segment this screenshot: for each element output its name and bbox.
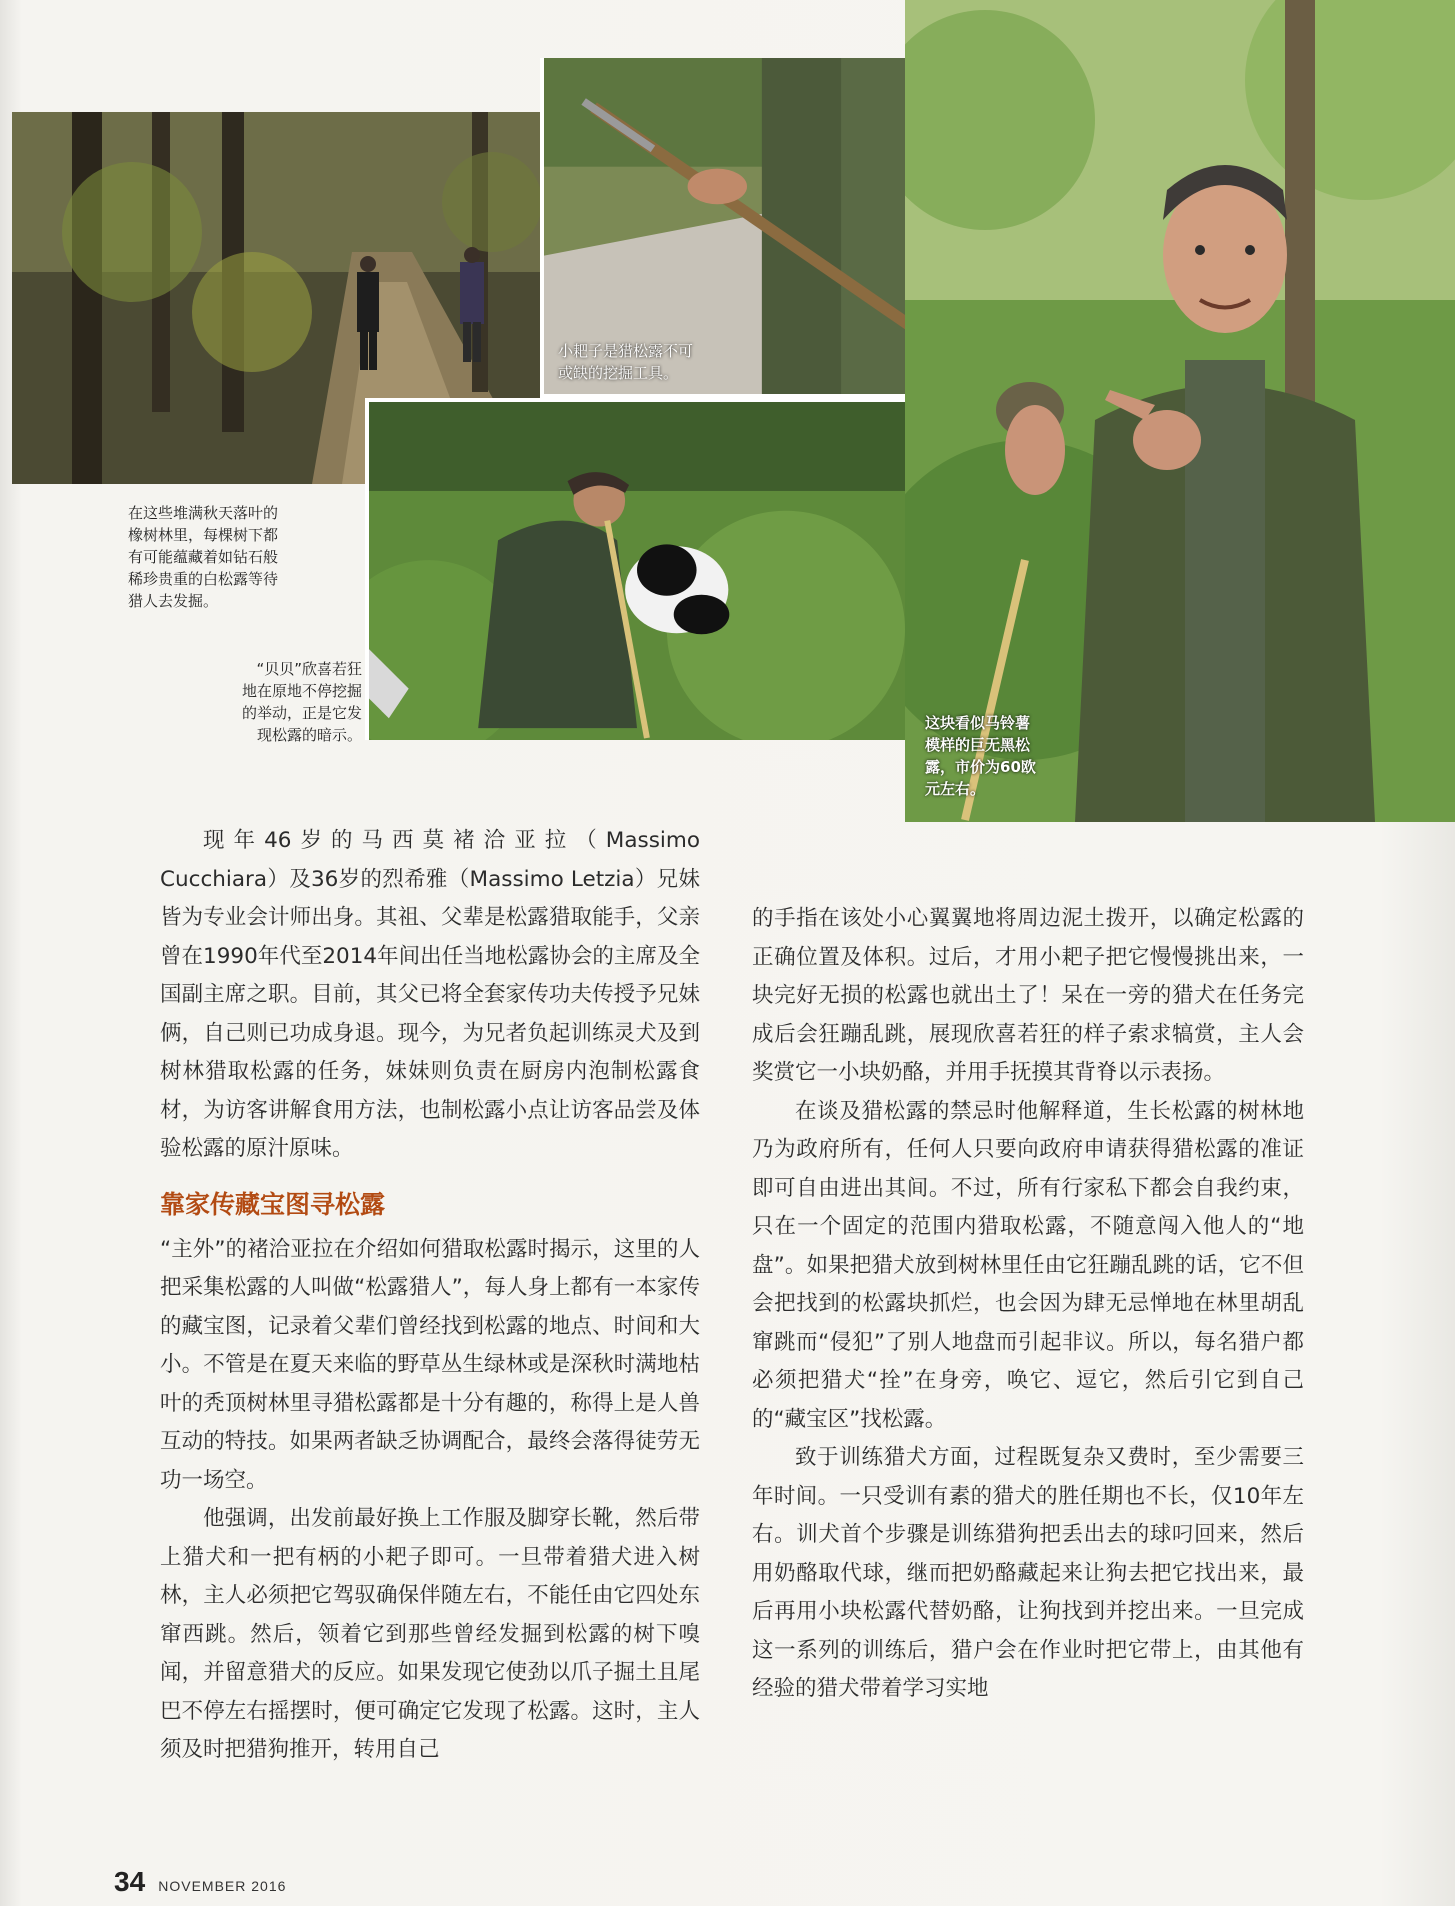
article-paragraph: 他强调，出发前最好换上工作服及脚穿长靴，然后带上猎犬和一把有柄的小耙子即可。一旦带着猎犬进入树林，主人必须把它驾驭确保伴随左右，不能任由它四处东窜西跳。然后，领着它到那些曾经发掘到松露的树下嗅闻，并留意猎犬的反应。如果发现它使劲以爪子掘土且尾巴不停左右摇摆时，便可确定它发现了松露。这时，主人须及时把猎狗推开，转用自己 bbox=[160, 1506, 700, 1762]
section-heading: 靠家传藏宝图寻松露 bbox=[160, 1189, 386, 1219]
article-paragraph: 在谈及猎松露的禁忌时他解释道，生长松露的树林地乃为政府所有，任何人只要向政府申请获得猎松露的准证即可自由进出其间。不过，所有行家私下都会自我约束，只在一个固定的范围内猎取松露，不随意闯入他人的“地盘”。如果把猎犬放到树林里任由它狂蹦乱跳的话，它不但会把找到的松露块抓烂，也会因为肆无忌惮地在林里胡乱窜跳而“侵犯”了别人地盘而引起非议。所以，每名猎户都必须把猎犬“拴”在身旁，唤它、逗它，然后引它到自己的“藏宝区”找松露。 bbox=[752, 1098, 1304, 1432]
background-title-watermark bbox=[370, 760, 930, 830]
article-right-column bbox=[752, 900, 1304, 1709]
caption-forest: 在这些堆满秋天落叶的 橡树林里，每棵树下都 有可能蕴藏着如钻石般 稀珍贵重的白松露等待 猎人去发掘。 bbox=[128, 504, 279, 610]
article-left-column bbox=[160, 822, 700, 1770]
caption-truffle: 这块看似马铃薯 模样的巨无黑松 露，市价为60欧 元左右。 bbox=[925, 714, 1036, 798]
page-footer bbox=[114, 1866, 286, 1898]
caption-tool: 小耙子是猎松露不可 或缺的挖掘工具。 bbox=[558, 342, 694, 382]
issue-date: NOVEMBER 2016 bbox=[158, 1878, 287, 1894]
article-paragraph: 现年46岁的马西莫褚洽亚拉（Massimo Cucchiara）及36岁的烈希雅（Massimo Letzia）兄妹皆为专业会计师出身。其祖、父辈是松露猎取能手，父亲曾在1990年代至2014年间出任当地松露协会的主席及全国副主席之职。目前，其父已将全套家传功夫传授予兄妹俩，自己则已功成身退。现今，为兄者负起训练灵犬及到树林猎取松露的任务，妹妹则负责在厨房内泡制松露食材，为访客讲解食用方法，也制松露小点让访客品尝及体验松露的原汁原味。 bbox=[160, 828, 700, 1161]
photo-man-holding-truffle bbox=[905, 0, 1455, 822]
caption-dog: “贝贝”欣喜若狂 地在原地不停挖掘 的举动，正是它发 现松露的暗示。 bbox=[241, 660, 362, 744]
article-paragraph: “主外”的褚洽亚拉在介绍如何猎取松露时揭示，这里的人把采集松露的人叫做“松露猎人”，每人身上都有一本家传的藏宝图，记录着父辈们曾经找到松露的地点、时间和大小。不管是在夏天来临的野草丛生绿林或是深秋时满地枯叶的秃顶树林里寻猎松露都是十分有趣的，称得上是人兽互动的特技。如果两者缺乏协调配合，最终会落得徒劳无功一场空。 bbox=[160, 1236, 700, 1493]
article-paragraph: 致于训练猎犬方面，过程既复杂又费时，至少需要三年时间。一只受训有素的猎犬的胜任期也不长，仅10年左右。训犬首个步骤是训练猎狗把丢出去的球叼回来，然后用奶酪取代球，继而把奶酪藏起来让狗去把它找出来，最后再用小块松露代替奶酪，让狗找到并挖出来。一旦完成这一系列的训练后，猎户会在作业时把它带上，由其他有经验的猎犬带着学习实地 bbox=[752, 1445, 1304, 1701]
photo-hunter-with-dog bbox=[365, 398, 905, 740]
article-paragraph: 的手指在该处小心翼翼地将周边泥土拨开，以确定松露的正确位置及体积。过后，才用小耙子把它慢慢挑出来，一块完好无损的松露也就出土了！呆在一旁的猎犬在任务完成后会狂蹦乱跳，展现欣喜若狂的样子索求犒赏，主人会奖赏它一小块奶酪，并用手抚摸其背脊以示表扬。 bbox=[752, 906, 1304, 1085]
page-number: 34 bbox=[114, 1866, 146, 1897]
